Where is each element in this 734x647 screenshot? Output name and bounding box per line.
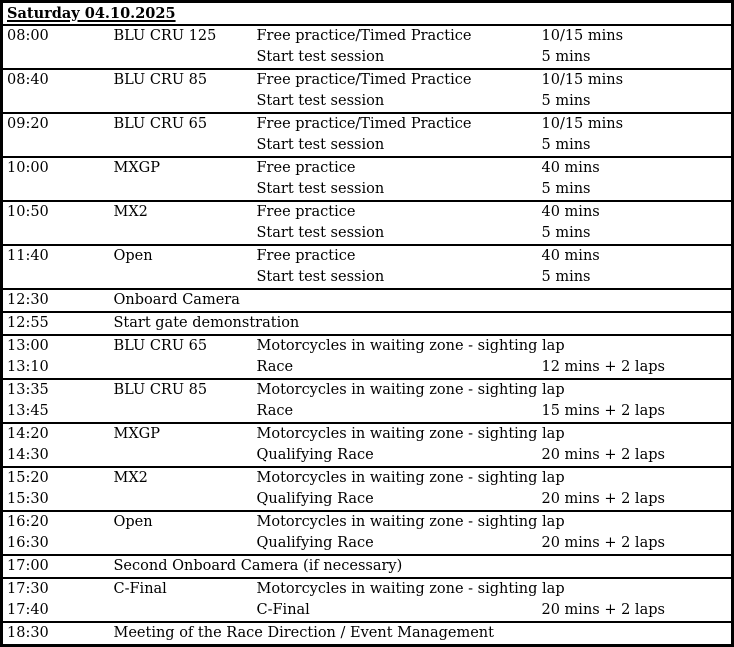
duration-cell xyxy=(538,379,733,401)
class-cell: Open xyxy=(110,511,253,533)
class-cell: BLU CRU 65 xyxy=(110,113,253,135)
class-cell xyxy=(110,223,253,245)
duration-cell: 40 mins xyxy=(538,245,733,267)
time-cell: 10:50 xyxy=(2,201,110,223)
schedule-row xyxy=(2,379,733,401)
time-cell: 17:30 xyxy=(2,578,110,600)
activity-cell: Free practice xyxy=(253,201,538,223)
duration-cell: 5 mins xyxy=(541,137,591,153)
time-cell: 14:30 xyxy=(7,447,49,463)
schedule-row xyxy=(2,223,733,245)
schedule-row xyxy=(2,47,733,69)
duration-cell: 10/15 mins xyxy=(538,25,733,47)
schedule-row xyxy=(2,511,733,533)
activity-cell: Motorcycles in waiting zone - sighting lap xyxy=(253,511,538,533)
schedule-row xyxy=(2,25,733,47)
time-cell xyxy=(2,179,110,201)
time-cell: 16:30 xyxy=(7,535,49,551)
time-cell xyxy=(2,267,110,289)
duration-cell: 15 mins + 2 laps xyxy=(541,403,665,419)
activity-cell: Start test session xyxy=(256,269,385,285)
class-cell xyxy=(110,600,253,622)
class-cell: BLU CRU 65 xyxy=(110,335,253,357)
activity-cell: Free practice/Timed Practice xyxy=(253,113,538,135)
schedule-row xyxy=(2,555,733,578)
class-cell: MX2 xyxy=(110,201,253,223)
time-cell: 17:00 xyxy=(2,555,110,578)
activity-cell: C-Final xyxy=(256,602,310,618)
time-cell: 12:55 xyxy=(2,312,110,335)
time-cell xyxy=(2,91,110,113)
activity-cell: Race xyxy=(256,359,294,375)
class-cell: Open xyxy=(110,245,253,267)
time-cell: 15:20 xyxy=(2,467,110,489)
activity-cell: Start test session xyxy=(256,49,385,65)
schedule-row xyxy=(2,578,733,600)
schedule-row xyxy=(2,179,733,201)
activity-cell: Motorcycles in waiting zone - sighting lap xyxy=(253,578,538,600)
duration-cell xyxy=(538,511,733,533)
activity-cell: Start test session xyxy=(256,137,385,153)
class-cell xyxy=(110,179,253,201)
event-cell: Onboard Camera xyxy=(110,289,733,312)
activity-cell: Motorcycles in waiting zone - sighting lap xyxy=(253,379,538,401)
schedule-row xyxy=(2,267,733,289)
schedule-row xyxy=(2,201,733,223)
class-cell: C-Final xyxy=(110,578,253,600)
class-cell xyxy=(110,489,253,511)
class-cell xyxy=(110,91,253,113)
class-cell: MX2 xyxy=(110,467,253,489)
activity-cell: Free practice xyxy=(253,245,538,267)
activity-cell: Start test session xyxy=(256,93,385,109)
title-row xyxy=(2,2,733,26)
schedule-row xyxy=(2,600,733,622)
duration-cell: 20 mins + 2 laps xyxy=(541,535,665,551)
event-cell: Second Onboard Camera (if necessary) xyxy=(110,555,733,578)
activity-cell: Free practice xyxy=(253,157,538,179)
activity-cell: Qualifying Race xyxy=(256,447,374,463)
duration-cell: 20 mins + 2 laps xyxy=(541,447,665,463)
time-cell: 12:30 xyxy=(2,289,110,312)
schedule-row xyxy=(2,357,733,379)
duration-cell: 12 mins + 2 laps xyxy=(541,359,665,375)
schedule-title: Saturday 04.10.2025 xyxy=(7,5,176,22)
time-cell: 13:00 xyxy=(2,335,110,357)
schedule-row xyxy=(2,312,733,335)
duration-cell xyxy=(538,578,733,600)
duration-cell: 20 mins + 2 laps xyxy=(541,491,665,507)
schedule-row xyxy=(2,467,733,489)
duration-cell: 5 mins xyxy=(541,269,591,285)
class-cell xyxy=(110,47,253,69)
time-cell: 18:30 xyxy=(2,622,110,646)
class-cell xyxy=(110,135,253,157)
class-cell xyxy=(110,533,253,555)
time-cell: 13:45 xyxy=(7,403,49,419)
schedule-row xyxy=(2,445,733,467)
class-cell: BLU CRU 125 xyxy=(110,25,253,47)
activity-cell: Qualifying Race xyxy=(256,491,374,507)
time-cell: 17:40 xyxy=(7,602,49,618)
class-cell xyxy=(110,267,253,289)
class-cell: MXGP xyxy=(110,423,253,445)
time-cell: 13:10 xyxy=(7,359,49,375)
time-cell: 09:20 xyxy=(2,113,110,135)
schedule-row xyxy=(2,69,733,91)
class-cell xyxy=(110,401,253,423)
time-cell: 11:40 xyxy=(2,245,110,267)
activity-cell: Free practice/Timed Practice xyxy=(253,69,538,91)
schedule-row xyxy=(2,113,733,135)
schedule-row xyxy=(2,423,733,445)
duration-cell: 40 mins xyxy=(538,157,733,179)
class-cell xyxy=(110,357,253,379)
event-cell: Meeting of the Race Direction / Event Management xyxy=(110,622,733,646)
activity-cell: Motorcycles in waiting zone - sighting lap xyxy=(253,423,538,445)
activity-cell: Start test session xyxy=(256,181,385,197)
activity-cell: Free practice/Timed Practice xyxy=(253,25,538,47)
schedule-row xyxy=(2,135,733,157)
time-cell: 10:00 xyxy=(2,157,110,179)
time-cell xyxy=(2,135,110,157)
class-cell xyxy=(110,445,253,467)
activity-cell: Race xyxy=(256,403,294,419)
schedule-row xyxy=(2,245,733,267)
schedule-row xyxy=(2,401,733,423)
schedule-row xyxy=(2,489,733,511)
class-cell: BLU CRU 85 xyxy=(110,69,253,91)
duration-cell: 5 mins xyxy=(541,181,591,197)
class-cell: MXGP xyxy=(110,157,253,179)
duration-cell: 5 mins xyxy=(541,225,591,241)
schedule-body xyxy=(2,2,733,646)
duration-cell: 10/15 mins xyxy=(538,69,733,91)
activity-cell: Qualifying Race xyxy=(256,535,374,551)
schedule-row xyxy=(2,157,733,179)
activity-cell: Start test session xyxy=(256,225,385,241)
activity-cell: Motorcycles in waiting zone - sighting lap xyxy=(253,467,538,489)
duration-cell xyxy=(538,423,733,445)
duration-cell: 10/15 mins xyxy=(538,113,733,135)
duration-cell: 5 mins xyxy=(541,49,591,65)
time-cell: 15:30 xyxy=(7,491,49,507)
duration-cell: 20 mins + 2 laps xyxy=(541,602,665,618)
duration-cell xyxy=(538,467,733,489)
duration-cell: 5 mins xyxy=(541,93,591,109)
time-cell: 08:00 xyxy=(2,25,110,47)
schedule-row xyxy=(2,91,733,113)
time-cell: 14:20 xyxy=(2,423,110,445)
schedule-row xyxy=(2,335,733,357)
class-cell: BLU CRU 85 xyxy=(110,379,253,401)
schedule-row xyxy=(2,533,733,555)
time-cell: 13:35 xyxy=(2,379,110,401)
event-cell: Start gate demonstration xyxy=(110,312,733,335)
activity-cell: Motorcycles in waiting zone - sighting lap xyxy=(253,335,538,357)
schedule-row xyxy=(2,622,733,646)
duration-cell xyxy=(538,335,733,357)
duration-cell: 40 mins xyxy=(538,201,733,223)
time-cell xyxy=(2,223,110,245)
time-cell: 08:40 xyxy=(2,69,110,91)
schedule-row xyxy=(2,289,733,312)
time-cell: 16:20 xyxy=(2,511,110,533)
time-cell xyxy=(2,47,110,69)
schedule-title-cell xyxy=(2,2,733,26)
